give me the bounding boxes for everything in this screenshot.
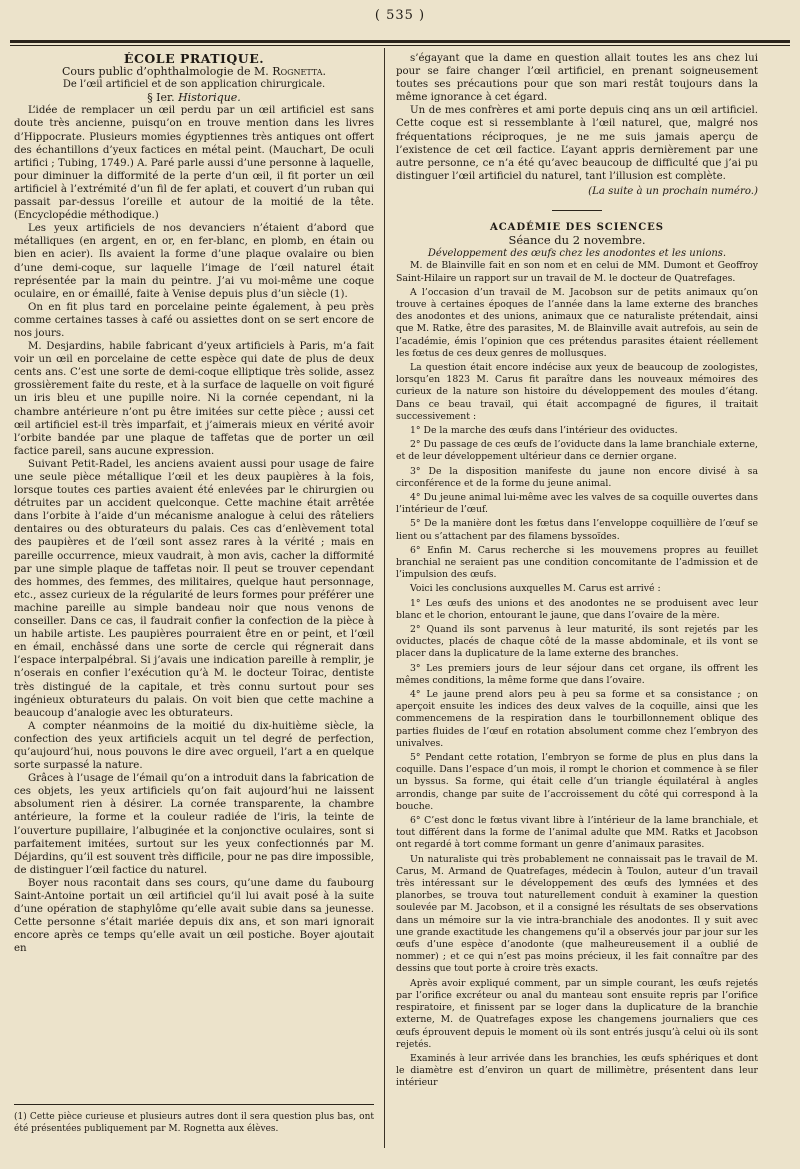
lecture-title: De l’œil artificiel et de son application chirurgicale. [62,79,326,91]
left-column [14,52,374,1152]
report-title: Développement des œufs chez les anodontes et les unions. [427,248,727,260]
list-item: 6° Enfin M. Carus recherche si les mouvemens propres au feuillet branchial ne seraient pas une condition concomitante de l’admission et de l’impulsion des œufs. [396,544,758,581]
lecturer-name: Rognetta. [272,65,327,79]
list-item: 5° De la manière dont les fœtus dans l’enveloppe coquillière de l’œuf se lient ou s’attachent par des filamens byssoïdes. [396,518,758,542]
paragraph: Un naturaliste qui très probablement ne connaissait pas le travail de M. Carus, M. Armand de Quatrefages, médecin à Toulon, auteur d’un travail très intéressant sur le développement des œufs des lymnées et des planorbes, se trouva tout naturellement conduit à examiner la question soulevée par M. Jacobson, et il a consigné les résultats de ses observations dans un mémoire sur la vie intra-branchiale des anodontes. Il y suit avec une grande exactitude les changemens qu’il a observés jour par jour sur les œufs d’une espèce d’anodonte (que malheureusement il a oublié de nommer) ; et ce qui n’est pas moins précieux, il les fait connaître par des dessins que tout porte à croire très exacts. [396,853,758,975]
list-item: 2° Du passage de ces œufs de l’oviducte dans la lame branchiale externe, et de leur développement ultérieur dans ce dernier organe. [396,439,758,463]
paragraph: L’idée de remplacer un œil perdu par un œil artificiel est sans doute très ancienne, puisqu’on en trouve mention dans les livres d’Hippocrate. Plusieurs momies égyptiennes très antiques ont offert des échantillons d’yeux factices en métal peint. (Mauchart, De oculi artifici ; Tubing, 1749.) A. Paré parle aussi d’une personne à laquelle, pour diminuer la difformité de la perte d’un œil, il fit porter un œil artificiel à l’extrémité d’un fil de fer aplati, et couvert d’un ruban qui passait par-dessus l’oreille et autour de la moitié de la tête. (Encyclopédie méthodique.) [14,105,374,222]
list-item: 6° C’est donc le fœtus vivant libre à l’intérieur de la lame branchiale, et tout différent dans la forme de l’animal adulte que MM. Ratks et Jacobson ont regardé à tort comme formant un genre d’animaux parasites. [396,815,758,851]
list-item: 3° Les premiers jours de leur séjour dans cet organe, ils offrent les mêmes conditions, la même forme que dans l’ovaire. [396,662,758,686]
header-rule-thin [10,45,790,46]
list-item: 4° Du jeune animal lui-même avec les valves de sa coquille ouvertes dans l’intérieur de l’œuf. [396,491,758,516]
header-rule-thick [10,40,790,43]
academy-heading: ACADÉMIE DES SCIENCES [489,222,665,234]
footnote: (1) Cette pièce curieuse et plusieurs autres dont il sera question plus bas, ont été présentées publiquement par M. Rognetta aux élèves. [14,1112,374,1134]
list-item: 5° Pendant cette rotation, l’embryon se forme de plus en plus dans la coquille. Dans l’espace d’un mois, il rompt le chorion et commence à se filer un byssus. Sa forme, qui était celle d’un triangle équilatéral à angles arrondis, change par suite de l’accroissement du côté qui correspond à la bouche. [396,752,758,812]
session-date: Séance du 2 novembre. [508,233,646,248]
paragraph: Après avoir expliqué comment, par un simple courant, les œufs rejetés par l’orifice excréteur ou anal du manteau sont ensuite repris par l’orifice respiratoire, et finissent par se loger dans la duplicature de la branchie externe, M. de Quatrefages expose les changemens journaliers que ces œufs éprouvent depuis le moment où ils sont entrés jusqu’à celui où ils sont rejetés. [396,977,758,1050]
course-title: Cours public d’ophthalmologie de M. Rognetta. [61,65,327,79]
list-item: 1° Les œufs des unions et des anodontes ne se produisent avec leur blanc et le chorion, entourant le jaune, que dans l’ovaire de la mère. [396,597,758,621]
paragraph: Les yeux artificiels de nos devanciers n’étaient d’abord que métalliques (en argent, en or, en fer-blanc, en plomb, en étain ou bien en acier). Ils avaient la forme d’une plaque ovalaire ou bien d’une demi-coque, sur laquelle l’image de l’œil naturel était représentée par la main du peintre. J’ai vu moi-même une coque oculaire, en or émaillé, faite à Venise depuis plus d’un siècle (1). [14,223,374,300]
section-heading: ÉCOLE PRATIQUE. [123,52,265,66]
paragraph: Un de mes confrères et ami porte depuis cinq ans un œil artificiel. Cette coque est si ressemblante à l’œil naturel, que, malgré nos fréquentations réciproques, je ne me suis jamais aperçu de l’existence de cet œil factice. L’ayant appris dernièrement par une autre personne, ce n’a été qu’avec beaucoup de difficulté que j’ai pu distinguer l’œil artificiel du naturel, tant l’illusion est complète. [396,105,758,182]
report-body [396,260,758,1089]
footnote-rule [14,1104,374,1105]
paragraph: M. de Blainville fait en son nom et en celui de MM. Dumont et Geoffroy Saint-Hilaire un rapport sur un travail de M. le docteur de Quatrefages. [396,260,758,284]
paragraph: A l’occasion d’un travail de M. Jacobson sur de petits animaux qu’on trouve à certaines époques de l’année dans la lame externe des branches des anodontes et des unions, animaux que ce naturaliste prétendait, ainsi que M. Ratke, être des parasites, M. de Blainville avait autrefois, au sein de l’académie, émis l’opinion que ces prétendus parasites étaient réellement les fœtus de ces deux genres de mollusques. [396,286,758,359]
right-column [396,52,758,1152]
list-item: 2° Quand ils sont parvenus à leur maturité, ils sont rejetés par les oviductes, placés de chaque côté de la masse abdominale, et ils vont se placer dans la duplicature de la lame externe des branches. [396,624,758,660]
paragraph: Boyer nous racontait dans ses cours, qu’une dame du faubourg Saint-Antoine portait un œil artificiel qu’il lui avait posé à la suite d’une opération de staphylôme qu’elle avait subie dans sa jeunesse. Cette personne s’était mariée depuis dix ans, et son mari ignorait encore après ce temps qu’elle avait un œil postiche. Boyer ajoutait en [14,877,374,955]
paragraph: M. Desjardins, habile fabricant d’yeux artificiels à Paris, m’a fait voir un œil en porcelaine de cette espèce qui date de plus de deux cents ans. C’est une sorte de demi-coque elliptique très solide, assez grossièrement faite du reste, et à la surface de laquelle on voit figuré un iris bleu et une pupille noire. Ni la cornée cependant, ni la chambre antérieure n’ont pu être imitées sur cette pièce ; aussi cet œil artificiel est-il très imparfait, et j’aimerais mieux en vérité avoir l’orbite bandée par une plaque de taffetas que de porter un œil factice pareil, sans aucune expression. [14,341,374,457]
paragraph: s’égayant que la dame en question allait toutes les ans chez lui pour se faire changer l’œil artificiel, en prenant soigneusement toutes ses précautions pour que son mari restât toujours dans la même ignorance à cet égard. [396,53,758,104]
paragraph: Suivant Petit-Radel, les anciens avaient aussi pour usage de faire une seule pièce métallique l’œil et les deux paupières à la fois, lorsque toutes ces parties avaient été enlevées par le chirurgien ou détruites par un accident quelconque. Cette machine était arrêtée dans l’orbite à l’aide d’un mécanisme analogue à celui des râteliers dentaires ou des obturateurs du palais. Ces cas d’enlèvement total des paupières et de l’œil sont assez rares à la vérité ; mais en pareille occurrence, mieux vaudrait, à mon avis, cacher la difformité par une simple plaque de taffetas noir. Il peut se trouver cependant des hommes, des femmes, des militaires, quelque haut personnage, etc., assez curieux de la régularité de leurs formes pour préférer une machine pareille au simple bandeau noir que nous venons de conseiller. Dans ce cas, il faudrait confier la confection de la pièce à un habile artiste. Les paupières pourraient être en or peint, et l’œil en émail, enchâssé dans une sorte de cercle qui régnerait dans l’espace interpalpébral. Si j’avais une indication pareille à remplir, je n’oserais en confier l’exécution qu’à M. le docteur Toirac, dentiste très distingué de la capitale, et très connu surtout pour ses ingénieux obturateurs du palais. On voit bien que cette machine a beaucoup d’analogie avec les obturateurs. [14,458,374,719]
column-divider [384,48,385,1148]
section-title: § Ier. Historique. [147,91,241,105]
paragraph: A compter néanmoins de la moitié du dix-huitième siècle, la confection des yeux artificiels acquit un tel degré de perfection, qu’aujourd’hui, nous pouvons le dire avec orgueil, l’art a en quelque sorte surpassé la nature. [14,720,374,772]
page-number: ( 535 ) [374,8,426,23]
continuation-note: (La suite à un prochain numéro.) [588,185,758,197]
paragraph: Grâces à l’usage de l’émail qu’on a introduit dans la fabrication de ces objets, les yeux artificiels qu’on fait aujourd’hui ne laissent absolument rien à désirer. La cornée transparente, la chambre antérieure, la forme et la couleur radiée de l’iris, la teinte de l’ouverture pupillaire, l’albuginée et la conjonctive oculaires, sont si parfaitement imitées, surtout sur les yeux confectionnés par M. Déjardins, qu’il est souvent très difficile, pour ne pas dire impossible, de distinguer l’œil factice du naturel. [14,773,374,876]
list-item: 4° Le jaune prend alors peu à peu sa forme et sa consistance ; on aperçoit ensuite les indices des deux valves de la coquille, ainsi que les commencemens de la respiration dans le tourbillonnement oblique des parties fluides de l’œuf en rotation absolument comme chez l’embryon des univalves. [396,689,758,749]
paragraph: On en fit plus tard en porcelaine peinte également, à peu près comme certaines tasses à café ou assiettes dont on se sert encore de nos jours. [14,301,374,339]
paragraph: Voici les conclusions auxquelles M. Carus est arrivé : [410,583,661,595]
list-item: 3° De la disposition manifeste du jaune non encore divisé à sa circonférence et de la forme du jeune animal. [396,465,758,489]
paragraph: Examinés à leur arrivée dans les branchies, les œufs sphériques et dont le diamètre est d’environ un quart de millimètre, présentent dans leur intérieur [396,1052,758,1089]
section-divider [552,210,602,211]
paragraph: La question était encore indécise aux yeux de beaucoup de zoologistes, lorsqu’en 1823 M. Carus fit paraître dans les nouveaux mémoires des curieux de la nature son histoire du développement des moules d’étang. Dans ce beau travail, qui était accompagné de figures, il traitait successivement : [396,361,758,422]
list-item: 1° De la marche des œufs dans l’intérieur des oviductes. [410,424,678,436]
